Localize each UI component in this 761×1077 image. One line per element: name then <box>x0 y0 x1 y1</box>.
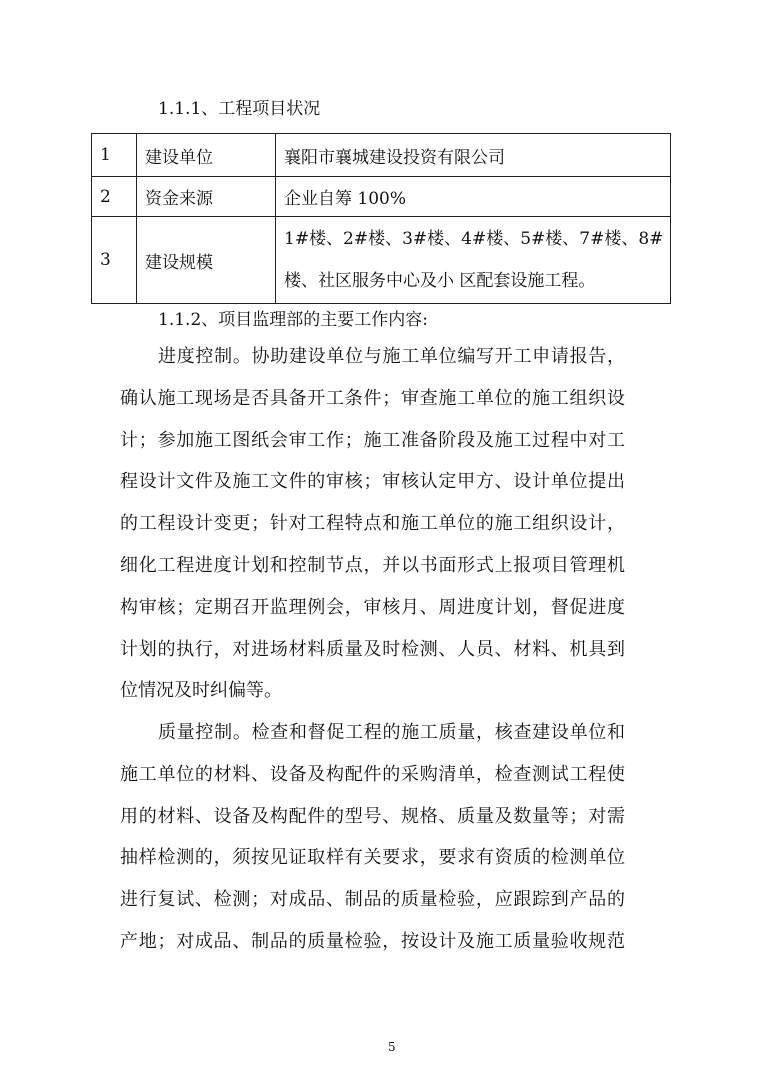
paragraph-line: 产地；对成品、制品的质量检验，按设计及施工质量验收规范 <box>120 931 625 952</box>
paragraph-line: 用的材料、设备及构配件的型号、规格、质量及数量等；对需 <box>120 805 625 827</box>
project-info-table <box>91 133 671 304</box>
row-number: 2 <box>92 177 137 217</box>
row-label: 资金来源 <box>137 177 276 217</box>
paragraph-line: 确认施工现场是否具备开工条件；审查施工单位的施工组织设 <box>120 387 625 409</box>
table-row <box>92 177 671 217</box>
section-heading-1-1-2: 1.1.2、项目监理部的主要工作内容: <box>158 310 428 330</box>
row-number: 1 <box>92 134 137 177</box>
paragraph-line: 位情况及时纠偏等。 <box>120 680 282 702</box>
paragraph-line: 计划的执行，对进场材料质量及时检测、人员、材料、机具到 <box>120 638 625 660</box>
page-number: 5 <box>388 1040 396 1054</box>
paragraph-line: 抽样检测的，须按见证取样有关要求，要求有资质的检测单位 <box>120 847 625 869</box>
paragraph-line: 的工程设计变更；针对工程特点和施工单位的施工组织设计， <box>120 513 625 535</box>
section-heading-1-1-1: 1.1.1、工程项目状况 <box>158 99 321 119</box>
row-value-line: 楼、社区服务中心及小 区配套设施工程。 <box>284 271 596 291</box>
row-value <box>276 217 671 304</box>
paragraph-line: 程设计文件及施工文件的审核；审核认定甲方、设计单位提出 <box>120 471 625 493</box>
paragraph-line: 施工单位的材料、设备及构配件的采购清单，检查测试工程使 <box>120 763 625 785</box>
paragraph-line: 细化工程进度计划和控制节点，并以书面形式上报项目管理机 <box>120 555 625 576</box>
row-label: 建设单位 <box>137 134 276 177</box>
row-label: 建设规模 <box>137 217 276 304</box>
paragraph-line: 构审核；定期召开监理例会，审核月、周进度计划，督促进度 <box>120 596 625 618</box>
paragraph-line: 计；参加施工图纸会审工作；施工准备阶段及施工过程中对工 <box>120 429 625 451</box>
row-value: 企业自筹 100% <box>276 177 671 217</box>
row-value-line: 1#楼、2#楼、3#楼、4#楼、5#楼、7#楼、8# <box>284 229 664 249</box>
row-number: 3 <box>92 217 137 304</box>
row-value: 襄阳市襄城建设投资有限公司 <box>276 134 671 177</box>
table-row <box>92 134 671 177</box>
paragraph-line: 进度控制。协助建设单位与施工单位编写开工申请报告， <box>158 346 625 367</box>
table-row <box>92 217 671 304</box>
paragraph-line: 质量控制。检查和督促工程的施工质量，核查建设单位和 <box>158 722 625 743</box>
paragraph-line: 进行复试、检测；对成品、制品的质量检验，应跟踪到产品的 <box>120 889 625 911</box>
